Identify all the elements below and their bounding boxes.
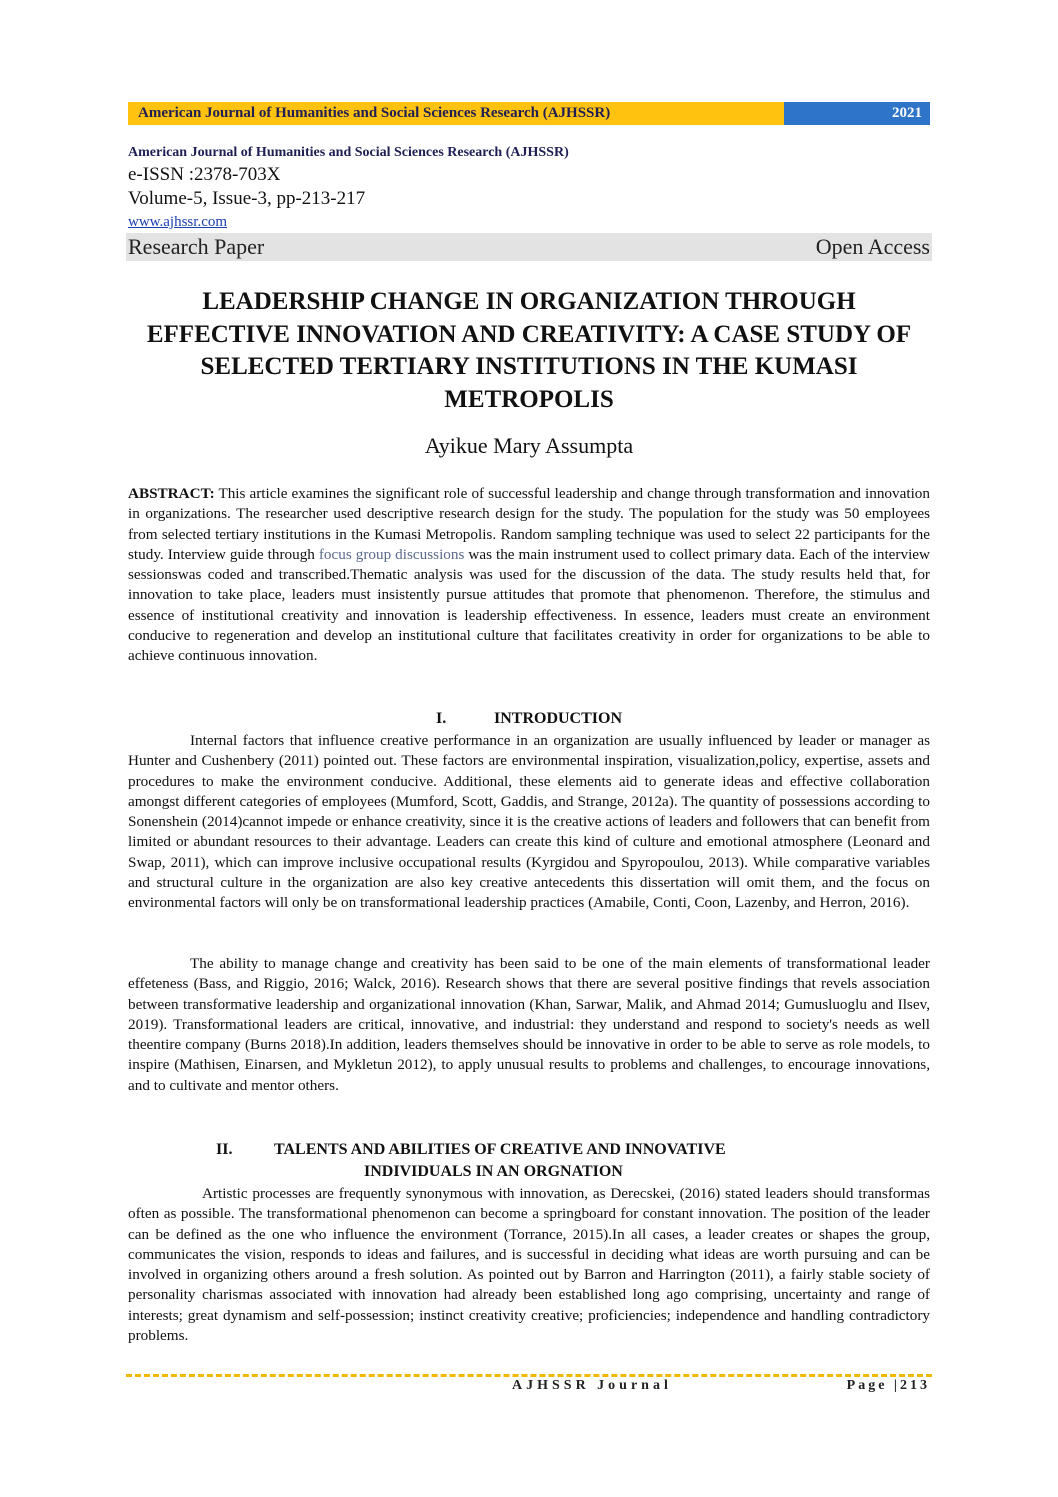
abstract [128,484,930,667]
footer-journal: AJHSSR Journal [512,1378,672,1393]
paragraph: Artistic processes are frequently synonymous with innovation, as Derecskei, (2016) stated leaders should transformas often as possible. The transformational phenomenon can become a springboard for constant innovation. The position of the leader can be defined as the one who influence the environment (Torrance, 2015).In all cases, a leader creates or shapes the group, communicates the vision, responds to ideas and failures, and is successful in deciding what ideas are worth pursuing and can be involved in organizing others around a fresh solution. As pointed out by Barron and Harrington (2011), a fairly stable society of personality charismas associated with innovation had already been established long ago comprising, uncertainty and range of interests; great dynamism and self-possession; instinct creativity creative; proficiencies; independence and handling contradictory problems. [128,1185,930,1345]
open-access-label: Open Access [815,234,930,259]
paragraph: The ability to manage change and creativity has been said to be one of the main elements of transformational leader effeteness (Bass, and Riggio, 2016; Walck, 2016). Research shows that there are several positive findings that revels association between transformative leadership and organizational innovation (Khan, Sarwar, Malik, and Ahmad 2014; Gumusluoglu and Ilsev, 2019). Transformational leaders are critical, innovative, and industrial: they understand and respond to society's needs as well theentire company (Burns 2018).In addition, leaders themselves should be innovative in order to be able to serve as role models, to inspire (Mathisen, Einarsen, and Mykletun 2012), to apply unusual results to problems and challenges, to encourage innovations, and to cultivate and mentor others. [128,955,930,1094]
running-header-year: 2021 [784,102,930,125]
abstract-highlight-link[interactable]: focus group discussions [318,545,465,563]
issn: e-ISSN :2378-703X [128,164,281,185]
running-header [128,102,930,125]
running-header-journal: American Journal of Humanities and Social Sciences Research (AJHSSR) [128,102,784,125]
paragraph: Internal factors that influence creative performance in an organization are usually influenced by leader or manager as Hunter and Cushenbery (2011) pointed out. These factors are environmental inspiration, visualization,policy, expertise, assets and procedures to make the environment conducive. Additional, these elements aid to generate ideas and effective collaboration amongst different categories of employees (Mumford, Scott, Gaddis, and Strange, 2012a). The quantity of possessions according to Sonenshein (2014)cannot impede or enhance creativity, since it is the creative actions of leaders and followers that can benefit from limited or abundant resources to their advantage. Leaders can create this kind of culture and emotional atmosphere (Leonard and Swap, 2011), which can improve inclusive occupational results (Kyrgidou and Spyropoulou, 2013). While comparative variables and structural culture in the organization are also key creative antecedents this dissertation will omit them, and the focus on environmental factors will only be on transformational leadership practices (Amabile, Conti, Coon, Lazenby, and Herron, 2016). [128,732,930,912]
paper-type-bar [126,233,932,261]
section-number: I. [435,710,447,727]
paper-title: LEADERSHIP CHANGE IN ORGANIZATION THROUGH EFFECTIVE INNOVATION AND CREATIVITY: A CASE STUDY OF SELECTED TERTIARY INSTITUTIONS IN THE KUMASI METROPOLIS [146,288,912,413]
section-title-line1: TALENTS AND ABILITIES OF CREATIVE AND INNOVATIVE [274,1141,726,1158]
abstract-label: ABSTRACT: [128,485,215,502]
footer-rule [126,1374,932,1377]
section-heading-introduction [128,710,930,728]
section-title-line2: INDIVIDUALS IN AN ORGNATION [364,1163,623,1180]
paper-type-label: Research Paper [128,234,265,259]
abstract-text-after: was the main instrument used to collect primary data. Each of the interview sessionswas coded and transcribed.Thematic analysis was used for the discussion of the data. The study results held that, for innovation to take place, leaders must insistently pursue attitudes that promote that phenomenon. Therefore, the stimulus and essence of institutional creativity and innovation is leadership effectiveness. In essence, leaders must create an environment conducive to regeneration and develop an institutional culture that facilitates creativity in order for organizations to be able to achieve continuous innovation. [128,545,930,665]
section-title: INTRODUCTION [493,710,622,727]
volume-issue: Volume-5, Issue-3, pp-213-217 [128,188,366,209]
author-name: Ayikue Mary Assumpta [424,433,634,458]
masthead-journal-name: American Journal of Humanities and Social Sciences Research (AJHSSR) [128,145,569,160]
footer-page-number: Page |213 [846,1378,930,1393]
journal-website-link[interactable]: www.ajhssr.com [128,214,228,230]
section-number: II. [216,1141,233,1158]
abstract-text-before: This article examines the significant role of successful leadership and change through transformation and innovation in organizations. The researcher used descriptive research design for the study. The population for the study was 50 employees from selected tertiary institutions in the Kumasi Metropolis. Random sampling technique was used to select 22 participants for the study. Interview guide through [128,485,930,563]
